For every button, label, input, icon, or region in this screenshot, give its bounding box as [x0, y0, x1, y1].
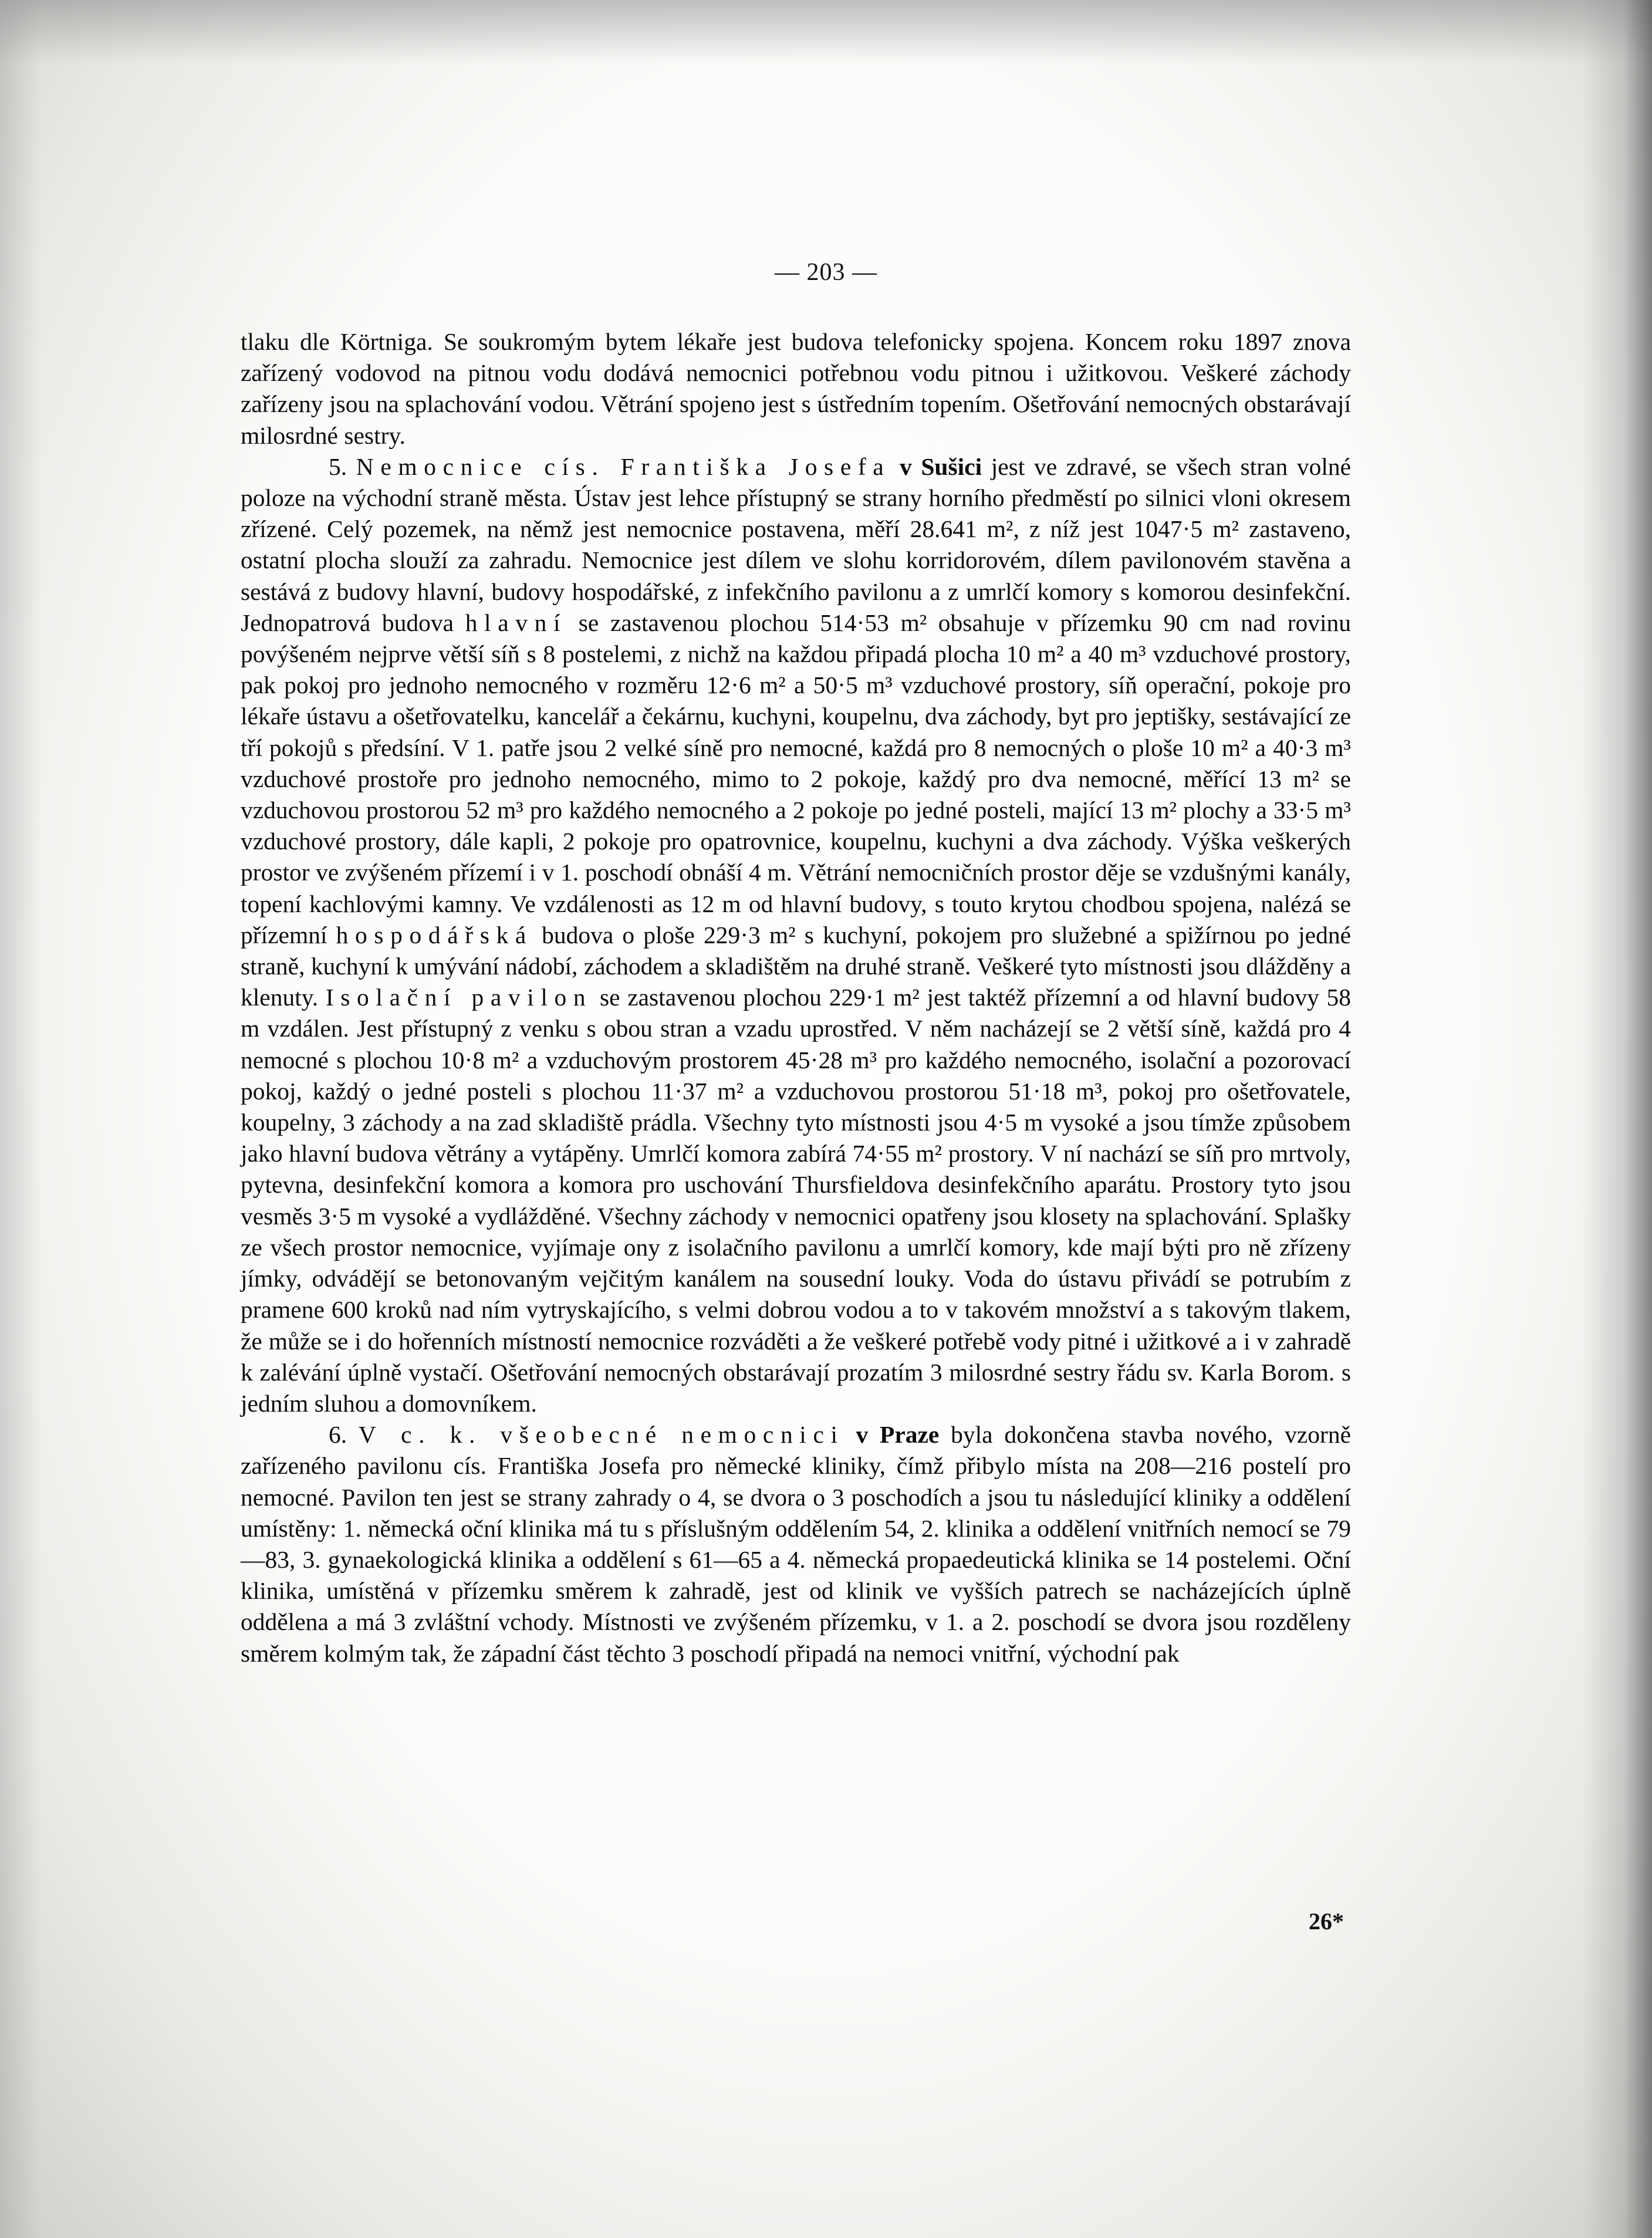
location-bold: v Sušici [899, 453, 982, 480]
spaced-term: Isolační pavilon [325, 984, 593, 1011]
paragraph-susice-hospital [241, 451, 1351, 1419]
paragraph-prague-hospital [241, 1419, 1351, 1669]
location-bold: v Praze [856, 1421, 940, 1449]
paragraph-text: byla dokončena stavba nového, vzorně zařízeného pavilonu cís. Františka Josefa pro německé kliniky, čímž přibylo místa na 208—216 postelí pro nemocné. Pavilon ten jest se strany zahrady o 4, se dvora o 3 poschodích a jsou tu následující kliniky a oddělení umístěny: 1. německá oční klinika má tu s příslušným oddělením 54, 2. klinika a oddělení vnitřních nemocí se 79—83, 3. gynaekologická klinika a oddělení s 61—65 a 4. německá propaedeutická klinika se 14 postelemi. Oční klinika, umístěná v přízemku směrem k zahradě, jest od klinik ve vyšších patrech se nacházejících úplně oddělena a má 3 zvláštní vchody. Místnosti ve zvýšeném přízemku, v 1. a 2. poschodí se dvora jsou rozděleny směrem kolmým tak, že západní část těchto 3 poschodí připadá na nemoci vnitřní, východní pak [241, 1421, 1352, 1667]
signature-mark: 26* [1309, 1908, 1344, 1935]
scan-shadow-left [0, 0, 41, 2238]
paragraph-text: tlaku dle Körtniga. Se soukromým bytem lékaře jest budova telefonicky spojena. Koncem roku 1897 znova zařízený vodovod na pitnou vodu dodává nemocnici potřebnou vodu pitnou i užitkovou. Veškeré záchody zařízeny jsou na splachování vodou. Větrání spojeno jest s ústředním topením. Ošetřování nemocných obstarávají milosrdné sestry. [241, 328, 1351, 449]
paragraph-text: se zastavenou plochou 229·1 m² jest taktéž přízemní a od hlavní budovy 58 m vzdálen. Jest přístupný z venku s obou stran a vzadu uprostřed. V něm nacházejí se 2 větší síně, každá pro 4 nemocné s plochou 10·8 m² a vzduchovým prostorem 45·28 m³ pro každého nemocného, isolační a pozorovací pokoj, každý o jedné posteli s plochou 11·37 m² a vzduchovou prostorou 51·18 m³, pokoj pro ošetřovatele, koupelny, 3 záchody a na zad skladiště prádla. Všechny tyto místnosti jsou 4·5 m vysoké a jsou tímže způsobem jako hlavní budova větrány a vytápěny. Umrlčí komora zabírá 74·55 m² prostory. V ní nachází se síň pro mrtvoly, pytevna, desinfekční komora a komora pro uschování Thursfieldova desinfekčního aparátu. Prostory tyto jsou vesměs 3·5 m vysoké a vydlážděné. Všechny záchody v nemocnici opatřeny jsou klosety na splachování. Splašky ze všech prostor nemocnice, vyjímaje ony z isolačního pavilonu a umrlčí komory, kde mají býti pro ně zřízeny jímky, odvádějí se betonovaným vejčitým kanálem na sousední louky. Voda do ústavu přivádí se potrubím z pramene 600 kroků nad ním vytryskajícího, s velmi dobrou vodou a to v takovém množství a s takovým tlakem, že může se i do hořenních místností nemocnice rozváděti a že veškeré potřebě vody pitné i užitkové a i v zahradě k zalévání úplně vystačí. Ošetřování nemocných obstarávají prozatím 3 milosrdné sestry řádu sv. Karla Borom. s jedním sluhou a domovníkem. [241, 984, 1351, 1417]
page-number: — 203 — [775, 259, 877, 286]
spaced-term: hospodářská [336, 921, 533, 948]
spaced-term: hlavní [465, 609, 567, 636]
spaced-heading: V c. k. všeobecné nemocnici [358, 1421, 844, 1449]
body-text [241, 326, 1351, 1669]
scan-shadow-top [0, 0, 1652, 65]
paragraph-text: budova o ploše 229·3 m² s kuchyní, pokojem pro služebné a spižírnou po jedné straně, kuchyní k umývání nádobí, záchodem a skladištěm na druhé straně. Veškeré tyto místnosti jsou dlážděny a klenuty. [241, 921, 1352, 1011]
scan-shadow-right [1582, 0, 1652, 2238]
section-number: 5. [329, 453, 347, 480]
paragraph-text: jest ve zdravé, se všech stran volné poloze na východní straně města. Ústav jest lehce přístupný se strany horního předměstí po silnici vloni okresem zřízené. Celý pozemek, na němž jest nemocnice postavena, měří 28.641 m², z níž jest 1047·5 m² zastaveno, ostatní plocha slouží za zahradu. Nemocnice jest dílem ve slohu korridorovém, dílem pavilonovém stavěna a sestává z budovy hlavní, budovy hospodářské, z infekčního pavilonu a z umrlčí komory s komorou desinfekční. Jednopatrová budova [241, 453, 1352, 636]
paragraph-text: se zastavenou plochou 514·53 m² obsahuje v přízemku 90 cm nad rovinu povýšeném nejprve větší síň s 8 postelemi, z nichž na každou připadá plocha 10 m² a 40 m³ vzduchové prostory, pak pokoj pro jednoho nemocného v rozměru 12·6 m² a 50·5 m³ vzduchové prostory, síň operační, pokoje pro lékaře ústavu a ošetřovatelku, kancelář a čekárnu, kuchyni, koupelnu, dva záchody, byt pro jeptišky, sestávající ze tří pokojů s předsíní. V 1. patře jsou 2 velké síně pro nemocné, každá pro 8 nemocných o ploše 10 m² a 40·3 m³ vzduchové prostoře pro jednoho nemocného, mimo to 2 pokoje, každý pro dva nemocné, měřící 13 m² se vzduchovou prostorou 52 m³ pro každého nemocného a 2 pokoje po jedné posteli, mající 13 m² plochy a 33·5 m³ vzduchové prostory, dále kapli, 2 pokoje pro opatrovnice, koupelnu, kuchyni a dva záchody. Výška veškerých prostor ve zvýšeném přízemí i v 1. poschodí obnáší 4 m. Větrání nemocničních prostor děje se vzdušnými kanály, topení kachlovými kamny. Ve vzdálenosti as 12 m od hlavní budovy, s touto krytou chodbou spojena, nalézá se přízemní [241, 609, 1351, 948]
section-number: 6. [329, 1421, 347, 1449]
spaced-heading: Nemocnice cís. Františka Josefa [356, 453, 891, 480]
paragraph-continuation [241, 326, 1351, 451]
